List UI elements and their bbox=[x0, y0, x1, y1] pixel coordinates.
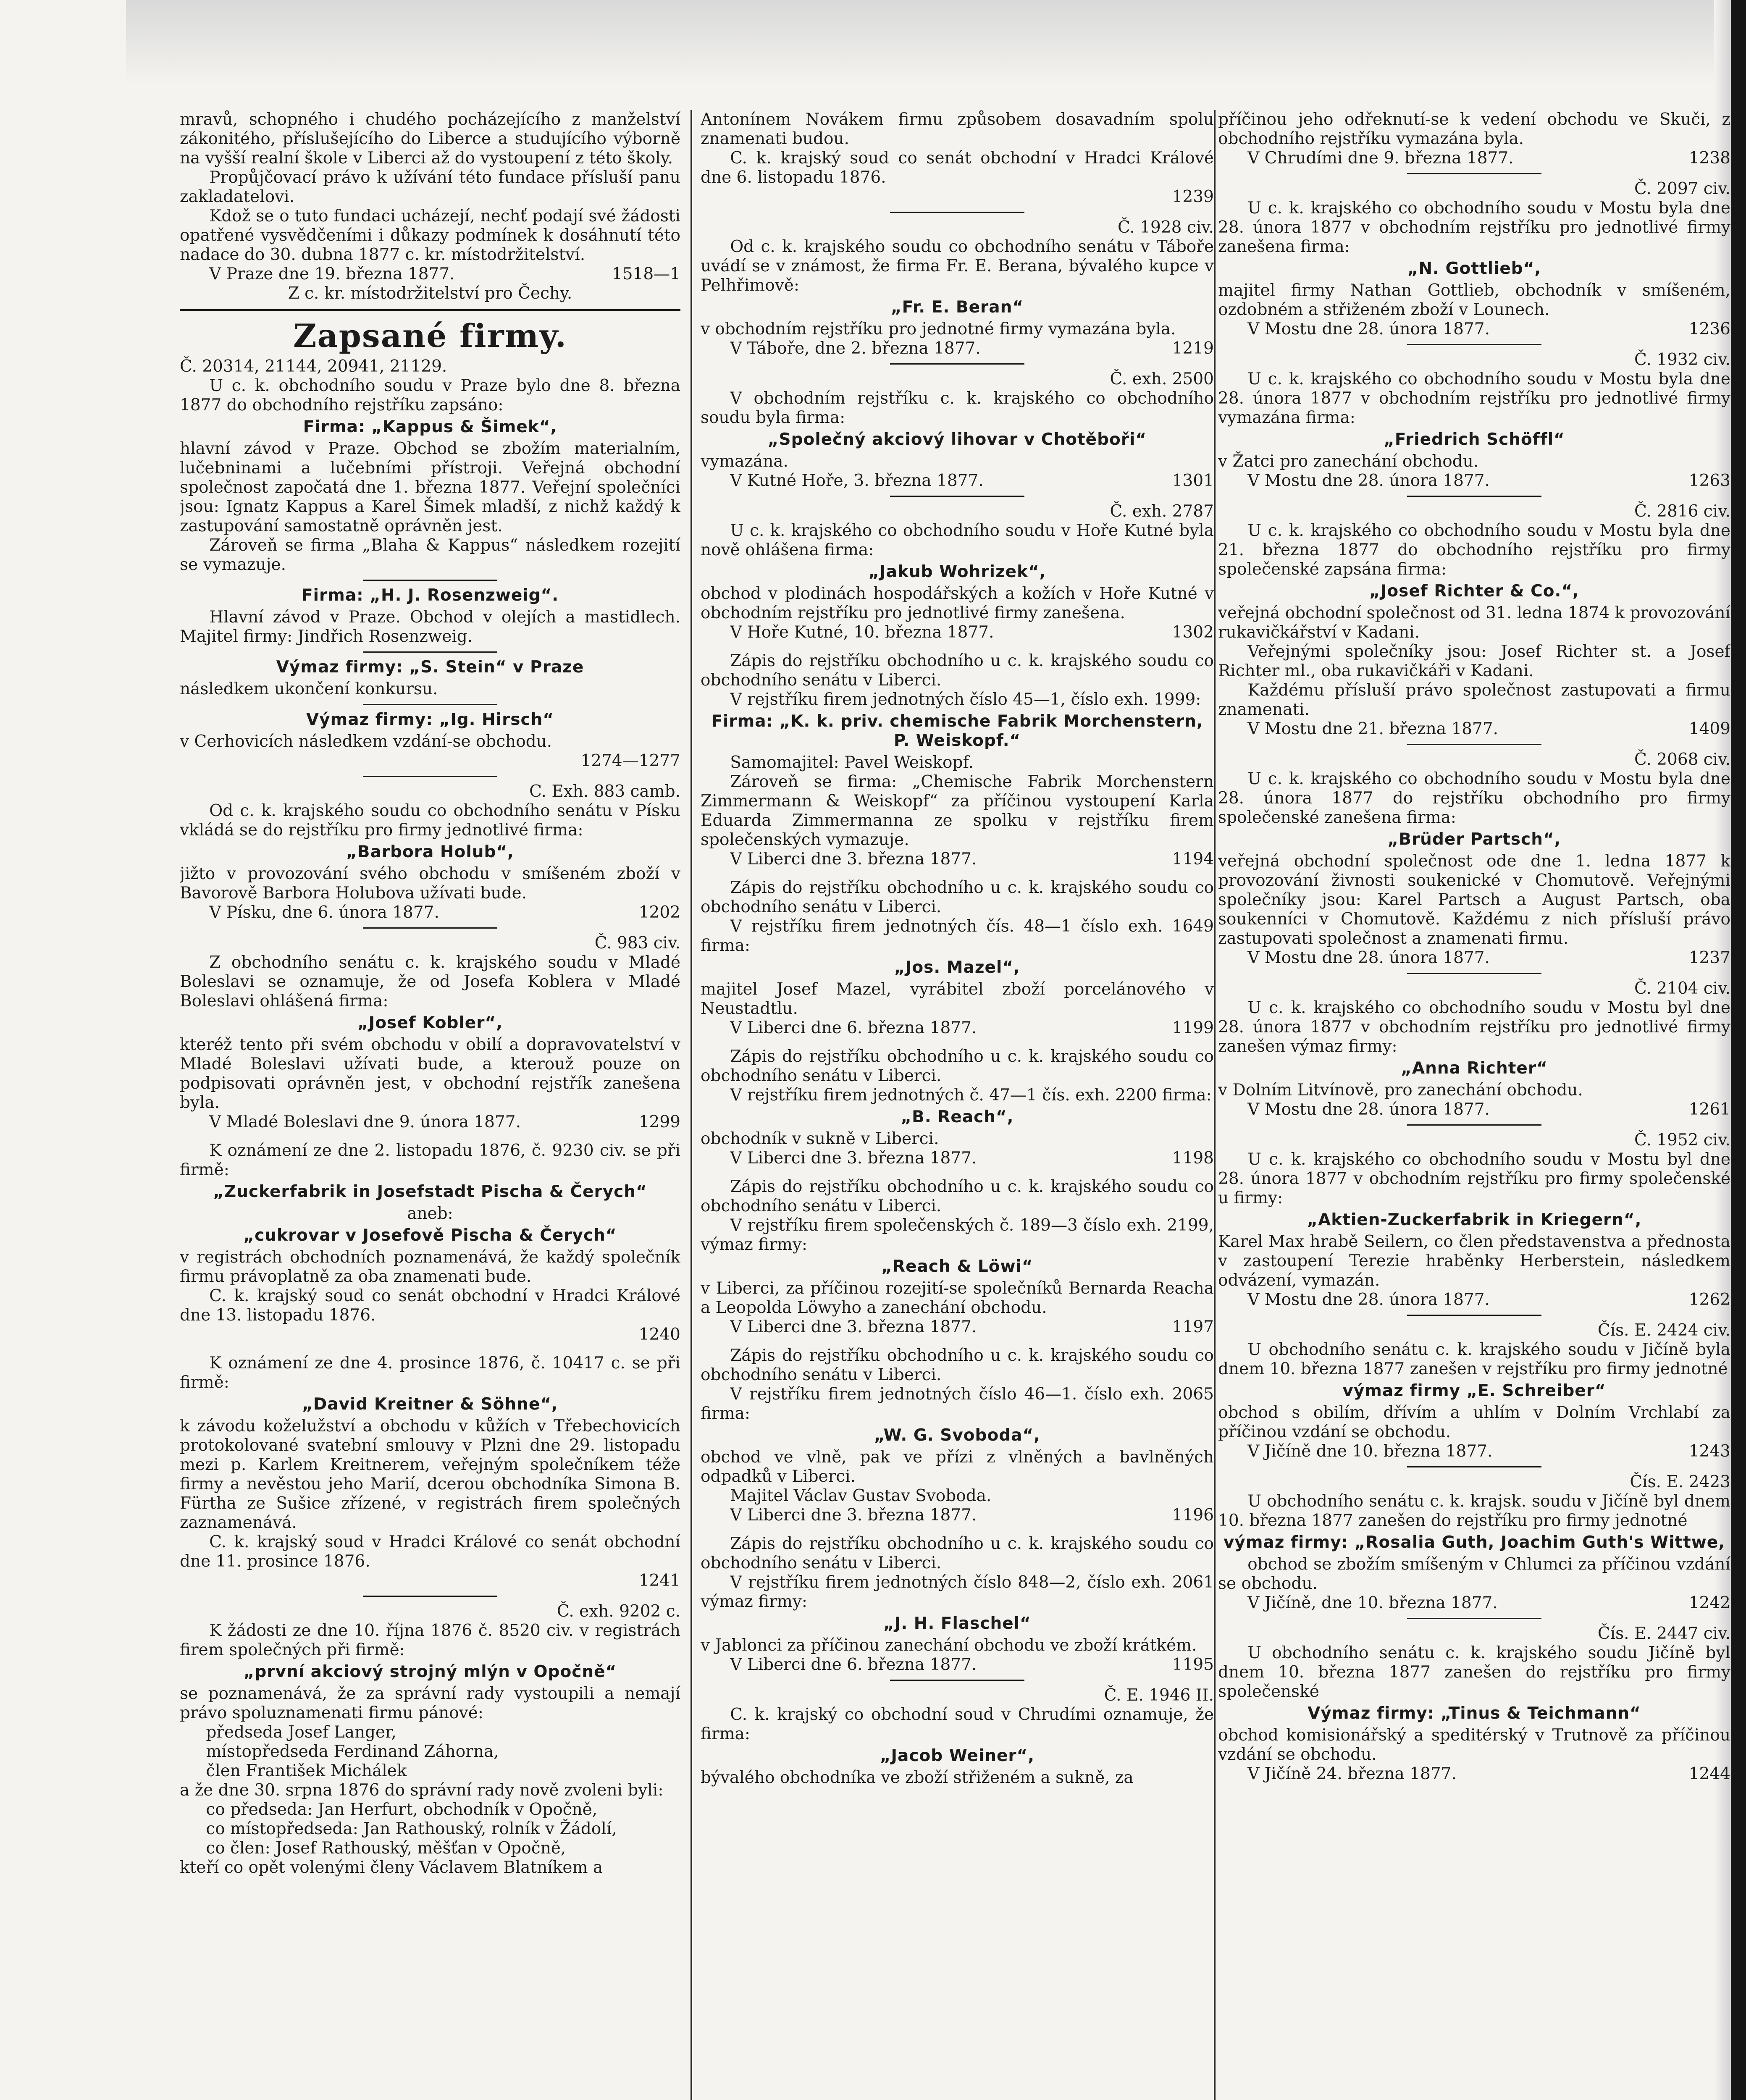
short-rule bbox=[1407, 344, 1541, 345]
paragraph: Zápis do rejstříku obchodního u c. k. krajského soudu co obchodního senátu v Liberci. bbox=[701, 1534, 1214, 1572]
signature-line bbox=[1218, 149, 1730, 168]
firm-name: „Barbora Holub“, bbox=[346, 843, 514, 861]
place-date: V Mostu dne 21. března 1877. bbox=[1247, 719, 1498, 738]
firm-name: Firma: „H. J. Rosenzweig“. bbox=[301, 586, 559, 605]
paragraph: veřejná obchodní společnost od 31. ledna 1874 k provozování rukavičkářství v Kadani. bbox=[1218, 604, 1730, 642]
signature-line bbox=[701, 623, 1214, 642]
column-3 bbox=[1218, 110, 1730, 2100]
firm-name: „David Kreitner & Söhne“, bbox=[302, 1395, 558, 1414]
list-item: člen František Michálek bbox=[206, 1761, 407, 1780]
firm-name: „Josef Kobler“, bbox=[357, 1013, 503, 1032]
paragraph: v obchodním rejstříku pro jednotné firmy vymazána byla. bbox=[701, 320, 1176, 339]
paragraph: Majitel Václav Gustav Svoboda. bbox=[730, 1486, 992, 1505]
firm-name: „cukrovar v Josefově Pischa & Čerych“ bbox=[243, 1226, 617, 1245]
short-rule bbox=[1407, 744, 1541, 745]
signature-line bbox=[1218, 1764, 1730, 1784]
reference-number: Č. exh. 2500 bbox=[1110, 370, 1214, 388]
paragraph: Zápis do rejstříku obchodního u c. k. krajského soudu co obchodního senátu v Liberci. bbox=[701, 878, 1214, 916]
firm-name: „Aktien-Zuckerfabrik in Kriegern“, bbox=[1307, 1210, 1642, 1229]
place-date: V Liberci dne 3. března 1877. bbox=[730, 1149, 977, 1168]
notice-number: 1237 bbox=[1688, 948, 1730, 967]
signature-line bbox=[1218, 1442, 1730, 1461]
notice-number: 1261 bbox=[1688, 1100, 1730, 1119]
spacer bbox=[701, 1038, 1214, 1047]
notice-number: 1202 bbox=[638, 903, 680, 922]
paragraph: V rejstříku firem jednotných číslo 46—1. číslo exh. 2065 firma: bbox=[701, 1385, 1214, 1423]
firm-name: „W. G. Svoboda“, bbox=[874, 1426, 1040, 1445]
firm-name: „Fr. E. Beran“ bbox=[890, 298, 1024, 317]
notice-number: 1199 bbox=[1172, 1018, 1214, 1037]
signature-line bbox=[1218, 948, 1730, 968]
notice-number: 1195 bbox=[1172, 1655, 1214, 1674]
paragraph: k závodu koželužství a obchodu v kůžích v Třebechovicích protokolované svatební smlouvy v Plzni dne 29. listopadu mezi p. Karlem Kreitnerem, veřejným společníkem téže firmy a nevěstou jeho Marií, dcerou obchodníka Simona B. Fürtha ze Sušice zřízené, v registrách firem společných zaznamenává. bbox=[180, 1417, 680, 1532]
firm-name: „Anna Richter“ bbox=[1401, 1059, 1548, 1078]
notice-number: 1299 bbox=[638, 1113, 680, 1131]
list-item: co místopředseda: Jan Rathouský, rolník v Žádolí, bbox=[206, 1819, 617, 1838]
paragraph: bývalého obchodníka ve zboží střiženém a sukně, za bbox=[701, 1768, 1134, 1787]
signature-line bbox=[701, 339, 1214, 358]
column-divider bbox=[1214, 110, 1216, 2100]
notice-number: 1236 bbox=[1688, 320, 1730, 339]
paragraph: Karel Max hrabě Seilern, co člen představenstva a přednosta v zastoupení Terezie hraběnky Herberstein, následkem odvázení, vymazán. bbox=[1218, 1232, 1730, 1290]
spacer bbox=[701, 1168, 1214, 1177]
signature-line bbox=[701, 471, 1214, 491]
list-item: co předseda: Jan Herfurt, obchodník v Opočně, bbox=[206, 1800, 598, 1819]
short-rule bbox=[890, 212, 1024, 213]
section-rule bbox=[180, 309, 680, 311]
column-2 bbox=[701, 110, 1214, 2100]
short-rule bbox=[363, 1596, 497, 1597]
signature-line bbox=[1218, 719, 1730, 739]
short-rule bbox=[1407, 1618, 1541, 1619]
paragraph: obchodník v sukně v Liberci. bbox=[701, 1129, 939, 1148]
spacer bbox=[701, 1337, 1214, 1346]
place-date: V Mostu dne 28. února 1877. bbox=[1247, 948, 1490, 967]
notice-number: 1238 bbox=[1688, 149, 1730, 168]
short-rule bbox=[363, 927, 497, 929]
paragraph: vymazána. bbox=[701, 452, 788, 471]
paragraph: následkem ukončení konkursu. bbox=[180, 680, 438, 698]
paragraph: Zápis do rejstříku obchodního u c. k. krajského soudu co obchodního senátu v Liberci. bbox=[701, 651, 1214, 690]
place-date: V Mladé Boleslavi dne 9. února 1877. bbox=[209, 1113, 521, 1131]
reference-number: Č. 2097 civ. bbox=[1634, 179, 1730, 198]
firm-name: „Zuckerfabrik in Josefstadt Pischa & Čerych“ bbox=[213, 1182, 647, 1201]
firm-name: „Friedrich Schöffl“ bbox=[1384, 430, 1565, 449]
reference-number: C. Exh. 883 camb. bbox=[529, 782, 680, 801]
firm-name: Výmaz firmy: „Ig. Hirsch“ bbox=[306, 710, 554, 729]
reference-number: Č. 2816 civ. bbox=[1634, 502, 1730, 521]
column-divider bbox=[691, 110, 692, 2100]
paragraph: C. k. krajský soud co senát obchodní v Hradci Králové dne 13. listopadu 1876. bbox=[180, 1286, 680, 1325]
paragraph: V rejstříku firem jednotných číslo 45—1, číslo exh. 1999: bbox=[730, 690, 1201, 709]
list-item: předseda Josef Langer, bbox=[206, 1723, 396, 1742]
short-rule bbox=[363, 651, 497, 653]
place-date: V Liberci dne 6. března 1877. bbox=[730, 1655, 977, 1674]
notice-number: 1240 bbox=[638, 1325, 680, 1344]
signature-line bbox=[701, 1018, 1214, 1038]
notice-number: 1518—1 bbox=[612, 265, 680, 284]
paragraph: V rejstříku firem jednotných číslo 848—2, číslo exh. 2061 výmaz firmy: bbox=[701, 1573, 1214, 1611]
short-rule bbox=[363, 580, 497, 581]
reference-number: Č. exh. 9202 c. bbox=[557, 1602, 680, 1621]
spacer bbox=[701, 642, 1214, 651]
reference-number: Č. E. 1946 II. bbox=[1104, 1686, 1214, 1705]
paragraph: Od c. k. krajského soudu co obchodního senátu v Písku vkládá se do rejstříku pro firmy jednotlivé firma: bbox=[180, 801, 680, 840]
short-rule bbox=[890, 496, 1024, 497]
firm-name: „Společný akciový lihovar v Chotěboři“ bbox=[767, 430, 1147, 449]
scan-shadow bbox=[126, 0, 1746, 84]
reference-number: Č. 2068 civ. bbox=[1634, 750, 1730, 769]
reference-numbers: Č. 20314, 21144, 20941, 21129. bbox=[180, 357, 447, 376]
place-date: V Táboře, dne 2. března 1877. bbox=[730, 339, 981, 358]
paragraph: Samomajitel: Pavel Weiskopf. bbox=[730, 753, 974, 772]
paragraph: a že dne 30. srpna 1876 do správní rady nově zvoleni byli: bbox=[180, 1781, 664, 1800]
signature-line bbox=[180, 265, 680, 284]
paragraph: obchod komisionářský a speditérský v Trutnově za příčinou vzdání se obchodu. bbox=[1218, 1726, 1730, 1764]
issuer: Z c. kr. místodržitelství pro Čechy. bbox=[288, 284, 572, 303]
notice-number: 1198 bbox=[1172, 1149, 1214, 1168]
short-rule bbox=[1407, 496, 1541, 497]
spacer bbox=[180, 1344, 680, 1354]
reference-number: Č. 1928 civ. bbox=[1117, 218, 1214, 237]
paragraph: jižto v provozování svého obchodu v smíšeném zboží v Bavorově Barbora Holubova užívati bude. bbox=[180, 864, 680, 903]
notice-number: 1302 bbox=[1172, 623, 1214, 642]
paragraph: U c. k. krajského co obchodního soudu v Mostu byla dne 28. února 1877 do rejstříku obchodního pro firmy společenské zanešena firma: bbox=[1218, 769, 1730, 827]
place-date: V Mostu dne 28. února 1877. bbox=[1247, 320, 1490, 339]
place-date: V Kutné Hoře, 3. března 1877. bbox=[730, 471, 984, 490]
firm-name: výmaz firmy: „Rosalia Guth, Joachim Guth's Wittwe, bbox=[1223, 1533, 1725, 1552]
firm-name: „první akciový strojný mlýn v Opočně“ bbox=[243, 1662, 617, 1681]
paragraph: Zápis do rejstříku obchodního u c. k. krajského soudu co obchodního senátu v Liberci. bbox=[701, 1177, 1214, 1215]
firm-name: „N. Gottlieb“, bbox=[1407, 259, 1541, 278]
place-date: V Hoře Kutné, 10. března 1877. bbox=[730, 623, 994, 642]
firm-name: „B. Reach“, bbox=[901, 1108, 1014, 1126]
firm-name: „Josef Richter & Co.“, bbox=[1369, 582, 1579, 601]
paragraph: kteréž tento při svém obchodu v obilí a dopravovatelství v Mladé Boleslavi užívati bude, a kterouž pouze on podpisovati oprávněn jest, v obchodní rejstřík zanešena byla. bbox=[180, 1035, 680, 1112]
column-1 bbox=[180, 110, 680, 2100]
paragraph: v Liberci, za příčinou rozejití-se společníků Bernarda Reacha a Leopolda Löwyho a zanechání obchodu. bbox=[701, 1279, 1214, 1317]
short-rule bbox=[363, 704, 497, 705]
paragraph: v Jablonci za příčinou zanechání obchodu ve zboží krátkém. bbox=[701, 1636, 1197, 1655]
notice-number: 1301 bbox=[1172, 471, 1214, 490]
paragraph: obchod s obilím, dřívím a uhlím v Dolním Vrchlabí za příčinou vzdání se obchodu. bbox=[1218, 1403, 1730, 1441]
place-date: V Jičíně 24. března 1877. bbox=[1247, 1764, 1457, 1783]
paragraph: K žádosti ze dne 10. října 1876 č. 8520 civ. v registrách firem společných při firmě: bbox=[180, 1621, 680, 1659]
notice-number: 1243 bbox=[1688, 1442, 1730, 1461]
place-date: V Praze dne 19. března 1877. bbox=[209, 265, 455, 284]
notice-number: 1409 bbox=[1688, 719, 1730, 738]
paragraph: Zápis do rejstříku obchodního u c. k. krajského soudu co obchodního senátu v Liberci. bbox=[701, 1346, 1214, 1384]
signature-line bbox=[701, 1506, 1214, 1525]
firm-name: „Reach & Löwi“ bbox=[881, 1257, 1033, 1276]
notice-number: 1194 bbox=[1172, 850, 1214, 869]
paragraph: V obchodním rejstříku c. k. krajského co obchodního soudu byla firma: bbox=[701, 389, 1214, 427]
reference-number: Č. 1952 civ. bbox=[1634, 1131, 1730, 1150]
firm-name: Firma: „K. k. priv. chemische Fabrik Morchenstern, P. Weiskopf.“ bbox=[711, 712, 1203, 750]
paragraph: Z obchodního senátu c. k. krajského soudu v Mladé Boleslavi se oznamuje, že od Josefa Koblera v Mladé Boleslavi ohlášená firma: bbox=[180, 953, 680, 1011]
paragraph: Zápis do rejstříku obchodního u c. k. krajského soudu co obchodního senátu v Liberci. bbox=[701, 1047, 1214, 1085]
place-date: V Jičíně, dne 10. března 1877. bbox=[1247, 1593, 1498, 1612]
paragraph: C. k. krajský soud co senát obchodní v Hradci Králové dne 6. listopadu 1876. bbox=[701, 149, 1214, 187]
reference-number: Čís. E. 2447 civ. bbox=[1597, 1624, 1730, 1643]
paragraph: U obchodního senátu c. k. krajského soudu Jičíně byl dnem 10. března 1877 zanešen do rejstříku pro firmy společenské bbox=[1218, 1643, 1730, 1701]
firm-name: Výmaz firmy: „Tinus & Teichmann“ bbox=[1308, 1704, 1641, 1723]
paragraph: K oznámení ze dne 4. prosince 1876, č. 10417 c. se při firmě: bbox=[180, 1354, 680, 1392]
firm-name: Firma: „Kappus & Šimek“, bbox=[303, 417, 557, 436]
paragraph: kteří co opět volenými členy Václavem Blatníkem a bbox=[180, 1858, 603, 1877]
paragraph: C. k. krajský co obchodní soud v Chrudími oznamuje, že firma: bbox=[701, 1705, 1214, 1743]
signature-line bbox=[701, 1149, 1214, 1168]
paragraph: majitel firmy Nathan Gottlieb, obchodník v smíšeném, ozdobném a střiženém zboží v Lounech. bbox=[1218, 281, 1730, 319]
firm-name: „Jakub Wohrizek“, bbox=[868, 562, 1046, 581]
paragraph: U obchodního senátu c. k. krajsk. soudu v Jičíně byl dnem 10. března 1877 zanešen do rejstříku pro firmy jednotné bbox=[1218, 1492, 1730, 1530]
place-date: V Písku, dne 6. února 1877. bbox=[209, 903, 439, 922]
firm-name: „Jacob Weiner“, bbox=[880, 1746, 1035, 1765]
reference-number: Č. 983 civ. bbox=[594, 934, 680, 953]
signature-line bbox=[1218, 1100, 1730, 1119]
paragraph: U c. k. obchodního soudu v Praze bylo dne 8. března 1877 do obchodního rejstříku zapsáno: bbox=[180, 376, 680, 415]
signature-line bbox=[180, 1113, 680, 1132]
firm-name: „Jos. Mazel“, bbox=[894, 958, 1020, 977]
short-rule bbox=[890, 1680, 1024, 1681]
paragraph: v Žatci pro zanechání obchodu. bbox=[1218, 452, 1479, 471]
paragraph: U c. k. krajského co obchodního soudu v Mostu byla dne 21. března 1877 do obchodního rejstříku pro firmy společenské zapsána firma: bbox=[1218, 521, 1730, 579]
spacer bbox=[701, 1525, 1214, 1534]
paragraph: Kdož se o tuto fundaci ucházejí, nechť podají své žádosti opatřené vysvědčeními i důkazy podmínek k dosáhnutí této nadace do 30. dubna 1877 c. kr. místodržitelství. bbox=[180, 207, 680, 264]
short-rule bbox=[363, 776, 497, 777]
firm-name: „J. H. Flaschel“ bbox=[883, 1614, 1031, 1633]
reference-number: Č. 2104 civ. bbox=[1634, 979, 1730, 998]
signature-line bbox=[1218, 320, 1730, 339]
paragraph: Veřejnými společníky jsou: Josef Richter st. a Josef Richter ml., oba rukavičkáři v Kadani. bbox=[1218, 642, 1730, 680]
paragraph: K oznámení ze dne 2. listopadu 1876, č. 9230 civ. se při firmě: bbox=[180, 1141, 680, 1179]
notice-number: 1274—1277 bbox=[580, 751, 680, 770]
place-date: V Mostu dne 28. února 1877. bbox=[1247, 471, 1490, 490]
place-date: V Liberci dne 3. března 1877. bbox=[730, 850, 977, 869]
reference-number: Č. exh. 2787 bbox=[1110, 502, 1214, 521]
scan-border bbox=[1731, 0, 1746, 2100]
place-date: V Liberci dne 3. března 1877. bbox=[730, 1318, 977, 1336]
notice-number: 1244 bbox=[1688, 1764, 1730, 1783]
short-rule bbox=[1407, 1315, 1541, 1316]
paragraph: U c. k. krajského co obchodního soudu v Hoře Kutné byla nově ohlášena firma: bbox=[701, 521, 1214, 559]
notice-number: 1197 bbox=[1172, 1318, 1214, 1336]
paragraph: majitel Josef Mazel, vyrábitel zboží porcelánového v Neustadtlu. bbox=[701, 980, 1214, 1018]
signature-line bbox=[1218, 1290, 1730, 1310]
notice-number: 1196 bbox=[1172, 1506, 1214, 1525]
paragraph: příčinou jeho odřeknutí-se k vedení obchodu ve Skuči, z obchodního rejstříku vymazána byla. bbox=[1218, 110, 1730, 148]
paragraph: v Cerhovicích následkem vzdání-se obchodu. bbox=[180, 732, 552, 751]
section-heading: Zapsané firmy. bbox=[293, 317, 567, 354]
paragraph: obchod se zbožím smíšeným v Chlumci za příčinou vzdání se obchodu. bbox=[1218, 1555, 1730, 1593]
paragraph: obchod v plodinách hospodářských a kožích v Hoře Kutné v obchodním rejstříku pro jednotlivé firmy zanešena. bbox=[701, 584, 1214, 622]
place-date: V Mostu dne 28. února 1877. bbox=[1247, 1290, 1490, 1309]
notice-number: 1239 bbox=[1172, 187, 1214, 206]
paragraph: obchod ve vlně, pak ve přízi z vlněných a bavlněných odpadků v Liberci. bbox=[701, 1448, 1214, 1486]
paragraph: U c. k. krajského co obchodního soudu v Mostu byl dne 28. února 1877 v obchodním rejstříku pro jednotlivé firmy zanešen výmaz firmy: bbox=[1218, 998, 1730, 1056]
signature-line bbox=[701, 850, 1214, 869]
short-rule bbox=[1407, 973, 1541, 974]
paragraph: Od c. k. krajského soudu co obchodního senátu v Táboře uvádí se v známost, že firma Fr. E. Berana, bývalého kupce v Pelhřimově: bbox=[701, 237, 1214, 295]
notice-number: 1242 bbox=[1688, 1593, 1730, 1612]
signature-line bbox=[1218, 471, 1730, 491]
paragraph: se poznamenává, že za správní rady vystoupili a nemají právo spoluznamenati firmu pánové: bbox=[180, 1684, 680, 1722]
short-rule bbox=[1407, 1466, 1541, 1467]
paragraph: mravů, schopného i chudého pocházejícího z manželství zákonitého, příslušejícího do Liberce a studujícího výborně na vyšší realní škole v Liberci až do vystoupení z této školy. bbox=[180, 110, 680, 168]
spacer bbox=[180, 1132, 680, 1141]
list-item: místopředseda Ferdinand Záhorna, bbox=[206, 1742, 499, 1761]
paragraph: V rejstříku firem jednotných č. 47—1 čís. exh. 2200 firma: bbox=[730, 1086, 1212, 1105]
signature-line bbox=[701, 1655, 1214, 1675]
paragraph: Zároveň se firma „Blaha & Kappus“ následkem rozejití se vymazuje. bbox=[180, 536, 680, 574]
firm-name: Výmaz firmy: „S. Stein“ v Praze bbox=[276, 658, 584, 677]
paragraph: v Dolním Litvínově, pro zanechání obchodu. bbox=[1218, 1081, 1583, 1100]
short-rule bbox=[1407, 1124, 1541, 1126]
paragraph: hlavní závod v Praze. Obchod se zbožím materialním, lučebninami a lučebními přístroji. Veřejná obchodní společnost započatá dne 1. března 1877. Veřejní společníci jsou: Ignatz Kappus a Karel Šimek mladší, z nichž každý k zastupování samostatně oprávněn jest. bbox=[180, 439, 680, 536]
reference-number: Č. 1932 civ. bbox=[1634, 350, 1730, 369]
notice-number: 1219 bbox=[1172, 339, 1214, 358]
short-rule bbox=[890, 363, 1024, 365]
paragraph: C. k. krajský soud v Hradci Králové co senát obchodní dne 11. prosince 1876. bbox=[180, 1533, 680, 1571]
paragraph: U c. k. krajského co obchodního soudu v Mostu byl dne 28. února 1877 v obchodním rejstříku pro firmy společenské u firmy: bbox=[1218, 1150, 1730, 1208]
notice-number: 1262 bbox=[1688, 1290, 1730, 1309]
place-date: V Liberci dne 3. března 1877. bbox=[730, 1506, 977, 1525]
paragraph: V rejstříku firem společenských č. 189—3 číslo exh. 2199, výmaz firmy: bbox=[701, 1216, 1214, 1254]
reference-number: Čís. E. 2423 bbox=[1630, 1473, 1730, 1491]
conjunction: aneb: bbox=[407, 1204, 453, 1223]
spacer bbox=[701, 869, 1214, 878]
paragraph: v registrách obchodních poznamenává, že každý společník firmu právoplatně za oba znamenati bude. bbox=[180, 1248, 680, 1286]
paragraph: U c. k. krajského co obchodního soudu v Mostu byla dne 28. února 1877 v obchodním rejstříku pro jednotlivé firmy vymazána firma: bbox=[1218, 370, 1730, 427]
paragraph: U obchodního senátu c. k. krajského soudu v Jičíně byla dnem 10. března 1877 zanešen v rejstříku pro firmy jednotné bbox=[1218, 1340, 1730, 1378]
paragraph: veřejná obchodní společnost ode dne 1. ledna 1877 k provozování živnosti soukenické v Chomutově. Veřejnými společníky jsou: Karel Partsch a August Partsch, oba soukenníci v Chomutově. Každému z nich přísluší právo zastupovati společnost a znamenati firmu. bbox=[1218, 852, 1730, 948]
place-date: V Mostu dne 28. února 1877. bbox=[1247, 1100, 1490, 1119]
paragraph: Antonínem Novákem firmu způsobem dosavadním spolu znamenati budou. bbox=[701, 110, 1214, 148]
paragraph: Zároveň se firma: „Chemische Fabrik Morchenstern Zimmermann & Weiskopf“ za příčinou vystoupení Karla Eduarda Zimmermanna ze spolku v rejstříku firem společenských vymazuje. bbox=[701, 772, 1214, 849]
notice-number: 1241 bbox=[638, 1571, 680, 1590]
place-date: V Jičíně dne 10. března 1877. bbox=[1247, 1442, 1493, 1461]
firm-name: výmaz firmy „E. Schreiber“ bbox=[1342, 1381, 1606, 1400]
signature-line bbox=[180, 903, 680, 922]
paragraph: Každému přísluší právo společnost zastupovati a firmu znamenati. bbox=[1218, 681, 1730, 719]
list-item: co člen: Josef Rathouský, měšťan v Opočně, bbox=[206, 1839, 566, 1858]
signature-line bbox=[701, 1318, 1214, 1337]
paragraph: U c. k. krajského co obchodního soudu v Mostu byla dne 28. února 1877 v obchodním rejstříku pro jednotlivé firmy zanešena firma: bbox=[1218, 199, 1730, 256]
place-date: V Liberci dne 6. března 1877. bbox=[730, 1018, 977, 1037]
paragraph: Hlavní závod v Praze. Obchod v olejích a mastidlech. Majitel firmy: Jindřich Rosenzweig. bbox=[180, 608, 680, 646]
firm-name: „Brüder Partsch“, bbox=[1387, 830, 1561, 849]
reference-number: Čís. E. 2424 civ. bbox=[1597, 1321, 1730, 1340]
paragraph: V rejstříku firem jednotných čís. 48—1 číslo exh. 1649 firma: bbox=[701, 917, 1214, 955]
signature-line bbox=[1218, 1593, 1730, 1613]
paragraph: Propůjčovací právo k užívání této fundace přísluší panu zakladatelovi. bbox=[180, 168, 680, 206]
notice-number: 1263 bbox=[1688, 471, 1730, 490]
short-rule bbox=[1407, 173, 1541, 174]
place-date: V Chrudími dne 9. března 1877. bbox=[1247, 149, 1514, 168]
